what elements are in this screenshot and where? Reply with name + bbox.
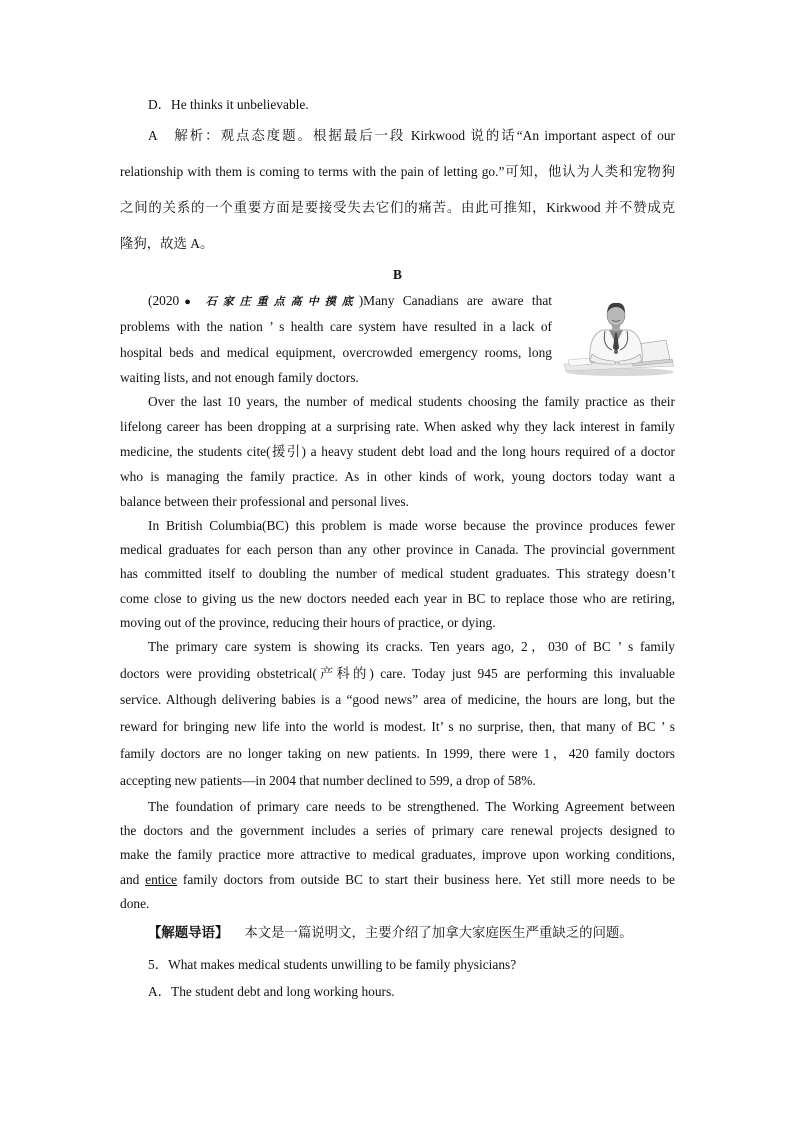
analysis-line-2: relationship with them is coming to terms with the pain of letting go.”可知，他认为人类和宠物狗 (120, 164, 675, 179)
para4-line-2: doctors were providing obstetrical(产科的) care. Today just 945 are performing this invaluable (120, 666, 675, 681)
para4-line-4: reward for bringing new life into the world is modest. It’ s no surprise, then, that many of BC ’ s (120, 719, 675, 734)
para2-line-2: lifelong career has been dropping at a surprising rate. When asked why they lack interest in family (120, 419, 675, 434)
guide-text: 本文是一篇说明文，主要介绍了加拿大家庭医生严重缺乏的问题。 (244, 925, 633, 940)
para1-line-3: hospital beds and medical equipment, overcrowded emergency rooms, long (120, 345, 552, 360)
para1-line-4: waiting lists, and not enough family doctors. (120, 370, 359, 385)
para5-line-5: done. (120, 896, 150, 911)
para5-line-2: the doctors and the government includes a series of primary care renewal projects designed to (120, 823, 675, 838)
para5-line-3: make the family practice more attractive to medical graduates, improve upon working conditions, (120, 847, 675, 862)
question-5: 5．What makes medical students unwilling to be family physicians? (148, 957, 517, 972)
analysis-line-4: 隆狗，故选 A。 (120, 236, 214, 251)
para2-line-3: medicine, the students cite(援引) a heavy student debt load and the long hours required of a doctor (120, 444, 675, 459)
analysis-line-1: A 解析：观点态度题。根据最后一段 Kirkwood 说的话“An important aspect of our (148, 128, 675, 143)
para4-line-3: service. Although delivering babies is a “good news” area of medicine, the hours are long, but the (120, 692, 675, 707)
para5-line-1: The foundation of primary care needs to be strengthened. The Working Agreement between (148, 799, 675, 814)
para2-line-4: who is managing the family practice. As in other kinds of work, young doctors today want a (120, 469, 675, 484)
para5-line-4-start: and (120, 872, 146, 887)
para4-line-6: accepting new patients—in 2004 that number declined to 599, a drop of 58%. (120, 773, 536, 788)
year-prefix: (2020 (148, 293, 180, 308)
para3-line-5: moving out of the province, reducing their hours of practice, or dying. (120, 615, 496, 630)
para3-line-2: medical graduates for each person than any other province in Canada. The provincial government (120, 542, 675, 557)
para3-line-4: come close to giving us the new doctors needed each year in BC to replace those who are retiring, (120, 591, 675, 606)
underlined-word-entice: entice (145, 872, 178, 887)
para3-line-3: has committed itself to doubling the number of medical student graduates. This strategy doesn’t (120, 566, 675, 581)
para3-line-1: In British Columbia(BC) this problem is made worse because the province produces fewer (148, 518, 675, 533)
reading-guide (148, 924, 703, 942)
para4-line-1: The primary care system is showing its cracks. Ten years ago, 2，030 of BC ’ s family (148, 639, 675, 654)
analysis-line-3: 之间的关系的一个重要方面是要接受失去它们的痛苦。由此可推知，Kirkwood 并不赞成克 (120, 200, 675, 215)
para5-line-4-rest: family doctors from outside BC to start their business here. Yet still more needs to be (177, 872, 675, 887)
question-5-option-a: A．The student debt and long working hours. (148, 984, 395, 999)
para1-line-1-rest: )Many Canadians are aware that (358, 293, 552, 308)
section-label: B (393, 267, 402, 282)
para1-line-1 (148, 292, 552, 311)
para1-line-2: problems with the nation ’ s health care system have resulted in a lack of (120, 319, 552, 334)
source-label: ● 石家庄重点高中摸底 (179, 296, 359, 308)
guide-label: 【解题导语】 (148, 925, 229, 940)
para2-line-1: Over the last 10 years, the number of medical students choosing the family practice as their (148, 394, 675, 409)
previous-option-d: D．He thinks it unbelievable. (148, 97, 309, 112)
para4-line-5: family doctors are no longer taking on new patients. In 1999, there were 1，420 family doctors (120, 746, 675, 761)
para5-line-4 (120, 871, 675, 889)
doctor-illustration (560, 300, 676, 378)
para2-line-5: balance between their professional and personal lives. (120, 494, 409, 509)
